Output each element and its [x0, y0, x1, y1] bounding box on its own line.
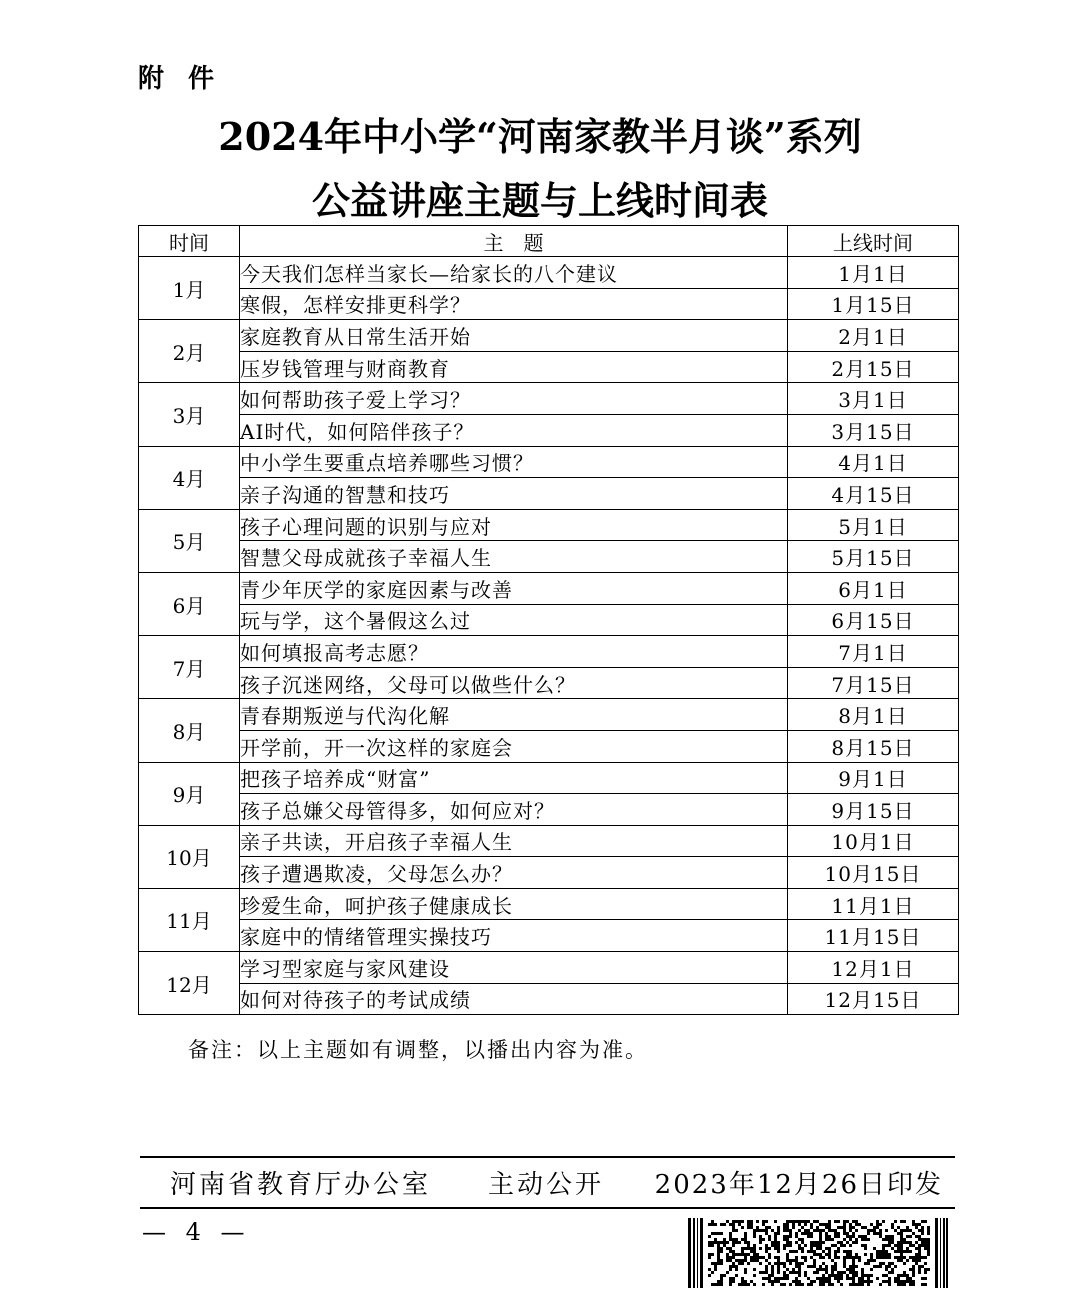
topic-cell: 孩子遭遇欺凌，父母怎么办？ [240, 857, 788, 889]
schedule-table-body [139, 257, 959, 1015]
month-cell: 8月 [139, 699, 240, 762]
table-row [139, 541, 959, 573]
table-row [139, 857, 959, 889]
online-date-cell: 4月15日 [788, 478, 959, 510]
footer-issuance-line [140, 1164, 955, 1204]
month-cell: 11月 [139, 888, 240, 951]
table-row [139, 794, 959, 826]
schedule-table [138, 225, 959, 1015]
online-date-cell: 10月1日 [788, 825, 959, 857]
month-cell: 4月 [139, 446, 240, 509]
table-row [139, 952, 959, 984]
table-row [139, 825, 959, 857]
table-row [139, 920, 959, 952]
table-row [139, 762, 959, 794]
month-cell: 3月 [139, 383, 240, 446]
online-date-cell: 9月15日 [788, 794, 959, 826]
topic-cell: 青春期叛逆与代沟化解 [240, 699, 788, 731]
table-row [139, 288, 959, 320]
month-cell: 2月 [139, 320, 240, 383]
topic-cell: 压岁钱管理与财商教育 [240, 351, 788, 383]
issuing-office: 河南省教育厅办公室 [170, 1170, 432, 1200]
topic-cell: 孩子总嫌父母管得多，如何应对？ [240, 794, 788, 826]
topic-cell: 智慧父母成就孩子幸福人生 [240, 541, 788, 573]
month-cell: 1月 [139, 257, 240, 320]
topic-cell: 玩与学，这个暑假这么过 [240, 604, 788, 636]
page-number: — 4 — [142, 1218, 251, 1246]
month-cell: 9月 [139, 762, 240, 825]
disclosure-type: 主动公开 [488, 1170, 605, 1200]
online-date-cell: 12月15日 [788, 983, 959, 1015]
online-date-cell: 11月1日 [788, 888, 959, 920]
online-date-cell: 11月15日 [788, 920, 959, 952]
topic-cell: 孩子心理问题的识别与应对 [240, 509, 788, 541]
online-date-cell: 2月15日 [788, 351, 959, 383]
table-row [139, 983, 959, 1015]
topic-cell: 今天我们怎样当家长—给家长的八个建议 [240, 257, 788, 289]
table-row [139, 414, 959, 446]
topic-cell: 学习型家庭与家风建设 [240, 952, 788, 984]
table-row [139, 636, 959, 668]
topic-cell: 寒假，怎样安排更科学？ [240, 288, 788, 320]
online-date-cell: 12月1日 [788, 952, 959, 984]
month-cell: 7月 [139, 636, 240, 699]
online-date-cell: 8月15日 [788, 730, 959, 762]
online-date-cell: 3月1日 [788, 383, 959, 415]
table-row [139, 383, 959, 415]
online-date-cell: 5月15日 [788, 541, 959, 573]
topic-cell: 家庭教育从日常生活开始 [240, 320, 788, 352]
header-time: 时间 [139, 226, 240, 257]
topic-cell: 亲子共读，开启孩子幸福人生 [240, 825, 788, 857]
header-topic: 主 题 [240, 226, 788, 257]
topic-cell: 把孩子培养成“财富” [240, 762, 788, 794]
table-row [139, 351, 959, 383]
table-row [139, 699, 959, 731]
table-row [139, 572, 959, 604]
online-date-cell: 7月15日 [788, 667, 959, 699]
topic-cell: 家庭中的情绪管理实操技巧 [240, 920, 788, 952]
table-row [139, 888, 959, 920]
table-header-row [139, 226, 959, 257]
online-date-cell: 9月1日 [788, 762, 959, 794]
issue-date: 2023年12月26日印发 [654, 1170, 943, 1200]
online-date-cell: 7月1日 [788, 636, 959, 668]
table-row [139, 320, 959, 352]
online-date-cell: 1月15日 [788, 288, 959, 320]
footer-bottom-rule [140, 1207, 955, 1209]
online-date-cell: 4月1日 [788, 446, 959, 478]
online-date-cell: 1月1日 [788, 257, 959, 289]
online-date-cell: 8月1日 [788, 699, 959, 731]
month-cell: 5月 [139, 509, 240, 572]
table-row [139, 509, 959, 541]
online-date-cell: 2月1日 [788, 320, 959, 352]
topic-cell: 青少年厌学的家庭因素与改善 [240, 572, 788, 604]
table-row [139, 604, 959, 636]
document-title-line-1: 2024年中小学“河南家教半月谈”系列 [218, 114, 862, 159]
table-row [139, 446, 959, 478]
attachment-label-char-2: 件 [188, 64, 217, 94]
document-title-line-2: 公益讲座主题与上线时间表 [311, 178, 768, 223]
month-cell: 6月 [139, 572, 240, 635]
remark-note: 备注：以上主题如有调整，以播出内容为准。 [188, 1038, 648, 1062]
topic-cell: 如何对待孩子的考试成绩 [240, 983, 788, 1015]
attachment-label-char-1: 附 [138, 64, 167, 94]
online-date-cell: 3月15日 [788, 414, 959, 446]
table-row [139, 478, 959, 510]
month-cell: 12月 [139, 952, 240, 1015]
footer-top-rule [140, 1156, 955, 1158]
month-cell: 10月 [139, 825, 240, 888]
topic-cell: 亲子沟通的智慧和技巧 [240, 478, 788, 510]
topic-cell: 如何填报高考志愿？ [240, 636, 788, 668]
online-date-cell: 6月15日 [788, 604, 959, 636]
topic-cell: 如何帮助孩子爱上学习？ [240, 383, 788, 415]
table-row [139, 667, 959, 699]
online-date-cell: 6月1日 [788, 572, 959, 604]
table-row [139, 730, 959, 762]
topic-cell: AI时代，如何陪伴孩子？ [240, 414, 788, 446]
header-online-time: 上线时间 [788, 226, 959, 257]
topic-cell: 珍爱生命，呵护孩子健康成长 [240, 888, 788, 920]
online-date-cell: 10月15日 [788, 857, 959, 889]
table-row [139, 257, 959, 289]
topic-cell: 开学前，开一次这样的家庭会 [240, 730, 788, 762]
attachment-label [138, 58, 216, 95]
topic-cell: 中小学生要重点培养哪些习惯？ [240, 446, 788, 478]
topic-cell: 孩子沉迷网络，父母可以做些什么？ [240, 667, 788, 699]
online-date-cell: 5月1日 [788, 509, 959, 541]
barcode-image [688, 1218, 948, 1288]
